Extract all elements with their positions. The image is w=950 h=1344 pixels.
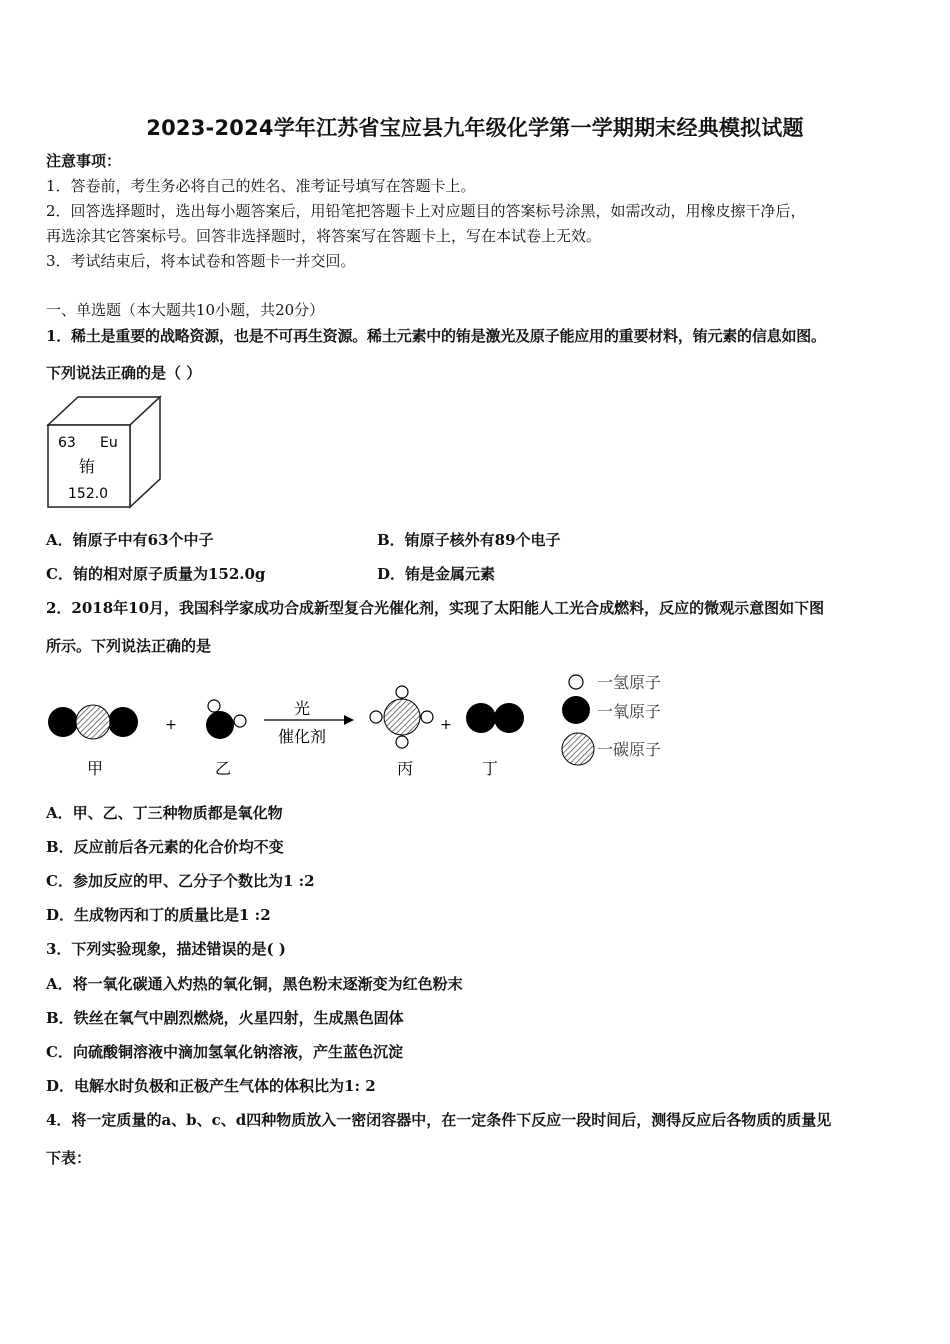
q1-option-a: A．铕原子中有63个中子 <box>46 531 214 549</box>
q2-option-c: C．参加反应的甲、乙分子个数比为1 :2 <box>46 872 315 890</box>
element-card <box>46 395 162 510</box>
arrow-condition-bottom: 催化剂 <box>277 727 327 746</box>
plus-1: + <box>165 717 177 733</box>
notice-item-2: 2．回答选择题时，选出每小题答案后，用铅笔把答题卡上对应题目的答案标号涂黑，如需改动，用橡皮擦干净后， <box>46 202 806 220</box>
plus-2: + <box>440 717 452 733</box>
molecule-ding <box>466 703 524 733</box>
q2-option-b: B．反应前后各元素的化合价均不变 <box>46 838 284 856</box>
notice-item-1: 1．答卷前，考生务必将自己的姓名、准考证号填写在答题卡上。 <box>46 177 476 195</box>
notice-heading: 注意事项： <box>46 152 122 170</box>
q2-stem: 2．2018年10月，我国科学家成功合成新型复合光催化剂，实现了太阳能人工光合成燃料，反应的微观示意图如下图 <box>46 599 825 617</box>
q1-stem-cont: 下列说法正确的是（ ） <box>46 364 202 382</box>
q1-option-d: D．铕是金属元素 <box>377 565 496 583</box>
molecule-jia <box>48 705 138 739</box>
notice-item-2-cont: 再选涂其它答案标号。回答非选择题时，将答案写在答题卡上，写在本试卷上无效。 <box>46 227 602 245</box>
section-heading: 一、单选题（本大题共10小题，共20分） <box>46 301 325 319</box>
element-number: 63 <box>58 435 76 451</box>
q2-option-a: A．甲、乙、丁三种物质都是氧化物 <box>46 804 283 822</box>
diagram-legend <box>562 673 661 765</box>
reaction-diagram <box>40 665 690 783</box>
q3-stem: 3．下列实验现象，描述错误的是( ) <box>46 940 286 958</box>
q3-option-a: A．将一氧化碳通入灼热的氧化铜，黑色粉末逐渐变为红色粉末 <box>46 975 463 993</box>
notice-item-3: 3．考试结束后，将本试卷和答题卡一并交回。 <box>46 252 356 270</box>
q1-stem: 1．稀土是重要的战略资源，也是不可再生资源。稀土元素中的铕是激光及原子能应用的重要材料，铕元素的信息如图。 <box>46 327 826 345</box>
legend-hydrogen: 一氢原子 <box>597 673 662 692</box>
q3-option-c: C．向硫酸铜溶液中滴加氢氧化钠溶液，产生蓝色沉淀 <box>46 1043 403 1061</box>
q2-option-d: D．生成物丙和丁的质量比是1 :2 <box>46 906 271 924</box>
q1-option-c: C．铕的相对原子质量为152.0g <box>46 565 266 583</box>
molecule-bing <box>370 686 433 748</box>
q3-option-b: B．铁丝在氧气中剧烈燃烧，火星四射，生成黑色固体 <box>46 1009 404 1027</box>
element-name: 铕 <box>79 457 96 476</box>
label-bing: 丙 <box>396 759 414 778</box>
arrow-condition-top: 光 <box>293 699 311 718</box>
label-jia: 甲 <box>86 759 104 778</box>
label-ding: 丁 <box>481 759 499 778</box>
q2-stem-cont: 所示。下列说法正确的是 <box>46 637 212 655</box>
element-symbol: Eu <box>100 435 118 451</box>
label-yi: 乙 <box>214 759 232 778</box>
element-mass: 152.0 <box>68 486 109 502</box>
legend-carbon: 一碳原子 <box>597 740 662 759</box>
q4-stem: 4．将一定质量的a、b、c、d四种物质放入一密闭容器中，在一定条件下反应一段时间后，测得反应后各物质的质量见 <box>46 1111 832 1129</box>
legend-oxygen: 一氧原子 <box>597 702 662 721</box>
q3-option-d: D．电解水时负极和正极产生气体的体积比为1: 2 <box>46 1077 376 1095</box>
q4-stem-cont: 下表： <box>46 1149 92 1167</box>
page-title: 2023-2024学年江苏省宝应县九年级化学第一学期期末经典模拟试题 <box>146 116 804 140</box>
q1-option-b: B．铕原子核外有89个电子 <box>377 531 561 549</box>
molecule-yi <box>206 700 246 739</box>
